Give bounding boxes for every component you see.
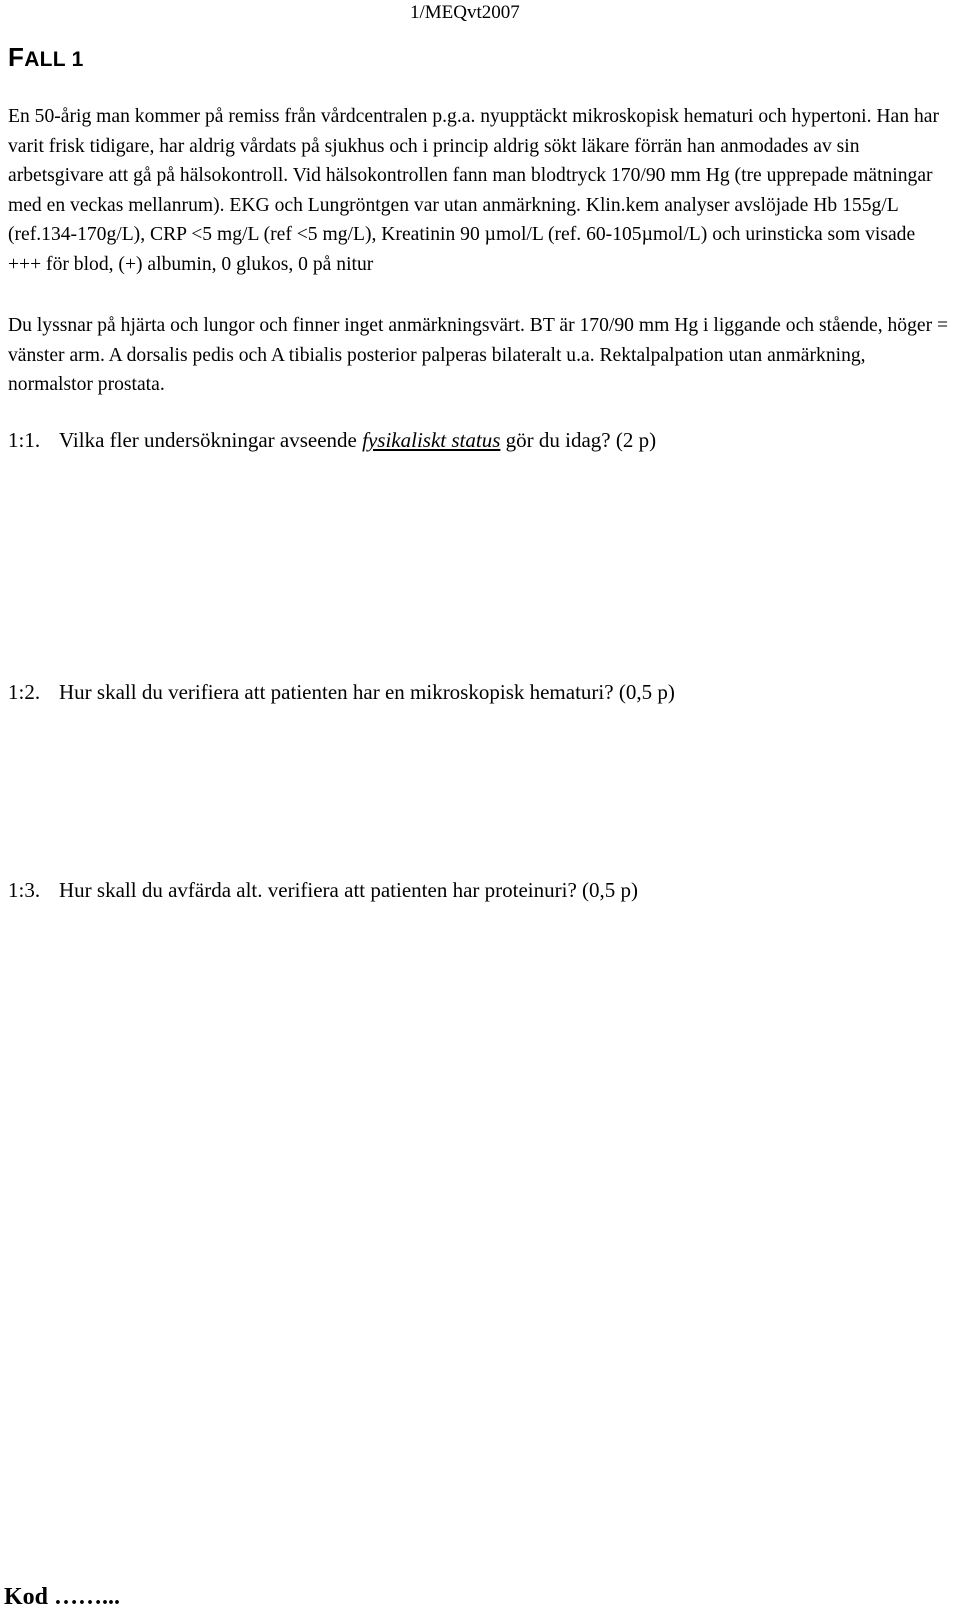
question-text: Hur skall du avfärda alt. verifiera att patienten har proteinuri? (0,5 p) — [59, 878, 639, 902]
question-text-before: Vilka fler undersökningar avseende — [59, 428, 363, 452]
question-emphasis: fysikaliskt status — [362, 428, 501, 452]
question-number: 1:2. — [8, 680, 41, 704]
question-1-3 — [8, 875, 948, 905]
case-description-paragraph: En 50-årig man kommer på remiss från vårdcentralen p.g.a. nyupptäckt mikroskopisk hematuri och hypertoni. Han har varit frisk tidigare, har aldrig vårdats på sjukhus och i princip aldrig sökt läkare förrän han anmodades av sin arbetsgivare att gå på hälsokontroll. Vid hälsokontrollen fann man blodtryck 170/90 mm Hg (tre upprepade mätningar med en veckas mellanrum). EKG och Lungröntgen var utan anmärkning. Klin.kem analyser avslöjade Hb 155g/L (ref.134-170g/L), CRP <5 mg/L (ref <5 mg/L), Kreatinin 90 µmol/L (ref. 60-105µmol/L) och urinsticka som visade +++ för blod, (+) albumin, 0 glukos, 0 på nitur — [8, 106, 939, 275]
question-text-after: gör du idag? (2 p) — [500, 428, 657, 452]
case-title — [8, 42, 84, 73]
question-number: 1:3. — [8, 878, 41, 902]
case-title-initial: F — [8, 42, 25, 72]
kod-label: Kod ……... — [4, 1584, 121, 1610]
question-text: Hur skall du verifiera att patienten har en mikroskopisk hematuri? (0,5 p) — [59, 680, 675, 704]
question-1-1 — [8, 425, 948, 455]
examination-findings-paragraph: Du lyssnar på hjärta och lungor och finner inget anmärkningsvärt. BT är 170/90 mm Hg i liggande och stående, höger = vänster arm. A dorsalis pedis och A tibialis posterior palperas bilateralt u.a. Rektalpalpation utan anmärkning, normalstor prostata. — [8, 315, 949, 395]
question-number: 1:1. — [8, 428, 41, 452]
question-1-2 — [8, 677, 948, 707]
document-code: 1/MEQvt2007 — [410, 2, 520, 23]
case-title-rest: ALL 1 — [24, 48, 84, 71]
